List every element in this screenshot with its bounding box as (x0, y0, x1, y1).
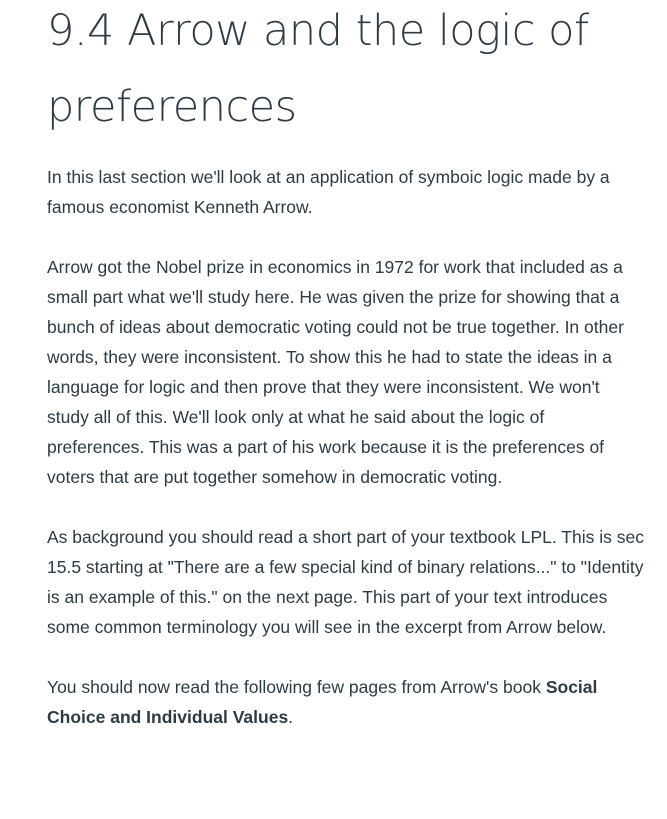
reading-instruction-lead: You should now read the following few pages from Arrow's book (47, 677, 546, 697)
reading-instruction-tail: . (288, 707, 294, 727)
intro-paragraph: In this last section we'll look at an application of symboic logic made by a famous economist Kenneth Arrow. (47, 167, 610, 217)
book-title: Social Choice and Individual Values (47, 677, 598, 727)
reading-instruction-paragraph (47, 672, 645, 732)
page-title: 9.4 Arrow and the logic of preferences (47, 6, 589, 132)
page-content (47, 0, 645, 732)
arrow-nobel-paragraph: Arrow got the Nobel prize in economics in 1972 for work that included as a small part what we'll study here. He was given the prize for showing that a bunch of ideas about democratic voting could not be true together. In other words, they were inconsistent. To show this he had to state the ideas in a language for logic and then prove that they were inconsistent. We won't study all of this. We'll look only at what he said about the logic of preferences. This was a part of his work because it is the preferences of voters that are put together somehow in democratic voting. (47, 257, 624, 487)
background-reading-paragraph: As background you should read a short part of your textbook LPL. This is sec 15.5 starting at "There are a few special kind of binary relations..." to "Identity is an example of this." on the next page. This part of your text introduces some common terminology you will see in the excerpt from Arrow below. (47, 527, 644, 637)
